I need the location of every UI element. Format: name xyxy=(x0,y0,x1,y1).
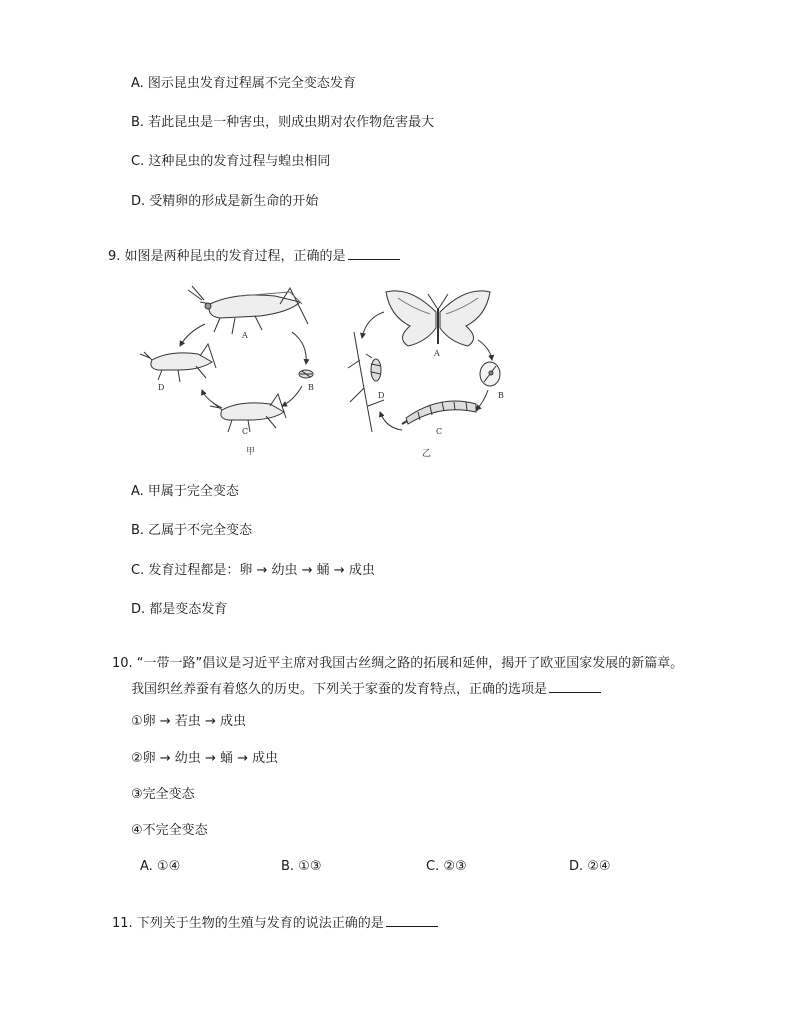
right-label-d: D xyxy=(378,391,385,400)
q9-option-d: D. 都是变态发育 xyxy=(131,602,228,617)
q8-option-c: C. 这种昆虫的发育过程与蝗虫相同 xyxy=(131,154,331,169)
right-label-b: B xyxy=(498,391,504,400)
left-caption: 甲 xyxy=(246,447,256,457)
nymph-d-icon xyxy=(140,344,216,382)
q10-choice-d: D. ②④ xyxy=(569,859,611,874)
answer-blank xyxy=(386,913,438,927)
left-label-b: B xyxy=(308,383,314,392)
q10-statement-1: ①卵 → 若虫 → 成虫 xyxy=(131,714,246,729)
q10-choice-c: C. ②③ xyxy=(426,859,467,874)
left-label-a: A xyxy=(242,331,248,340)
q10-stem-line2-text: 我国织丝养蚕有着悠久的历史。下列关于家蚕的发育特点，正确的选项是 xyxy=(131,682,548,697)
right-label-a: A xyxy=(434,349,440,358)
right-caption: 乙 xyxy=(422,449,432,459)
grasshopper-cycle xyxy=(140,286,313,432)
caterpillar-icon xyxy=(402,401,478,424)
right-label-c: C xyxy=(436,427,443,436)
insect-development-figure xyxy=(140,282,520,462)
q10-stem-line2 xyxy=(131,679,601,699)
q10-statement-3: ③完全变态 xyxy=(131,787,195,802)
left-label-c: C xyxy=(242,427,249,436)
q8-option-b: B. 若此昆虫是一种害虫，则成虫期对农作物危害最大 xyxy=(131,115,435,130)
q8-option-d: D. 受精卵的形成是新生命的开始 xyxy=(131,194,319,209)
q10-statement-2: ②卵 → 幼虫 → 蛹 → 成虫 xyxy=(131,751,279,766)
left-label-d: D xyxy=(158,383,165,392)
q8-option-a: A. 图示昆虫发育过程属不完全变态发育 xyxy=(131,76,356,91)
q10-statement-4: ④不完全变态 xyxy=(131,823,208,838)
q10-choice-a: A. ①④ xyxy=(140,859,181,874)
q9-option-a: A. 甲属于完全变态 xyxy=(131,484,239,499)
answer-blank xyxy=(348,246,400,260)
q11-stem xyxy=(112,913,438,933)
egg-cluster-icon xyxy=(299,370,313,378)
q9-stem xyxy=(108,246,400,266)
q9-option-b: B. 乙属于不完全变态 xyxy=(131,523,253,538)
butterfly-cycle xyxy=(348,291,500,432)
q10-stem-line1: 10. “一带一路”倡议是习近平主席对我国古丝绸之路的拓展和延伸，揭开了欧亚国家发展的新篇章。 xyxy=(112,656,684,671)
q9-option-c: C. 发育过程都是：卵 → 幼虫 → 蛹 → 成虫 xyxy=(131,563,375,578)
branch-pupa-icon xyxy=(348,332,384,432)
q10-choice-b: B. ①③ xyxy=(281,859,322,874)
butterfly-icon xyxy=(386,291,490,346)
leaf-egg-icon xyxy=(480,362,500,386)
insect-cycle-diagram xyxy=(140,282,520,462)
adult-grasshopper-icon xyxy=(188,286,308,334)
answer-blank xyxy=(549,679,601,693)
q11-stem-text: 11. 下列关于生物的生殖与发育的说法正确的是 xyxy=(112,916,384,931)
q9-stem-text: 9. 如图是两种昆虫的发育过程，正确的是 xyxy=(108,249,346,264)
